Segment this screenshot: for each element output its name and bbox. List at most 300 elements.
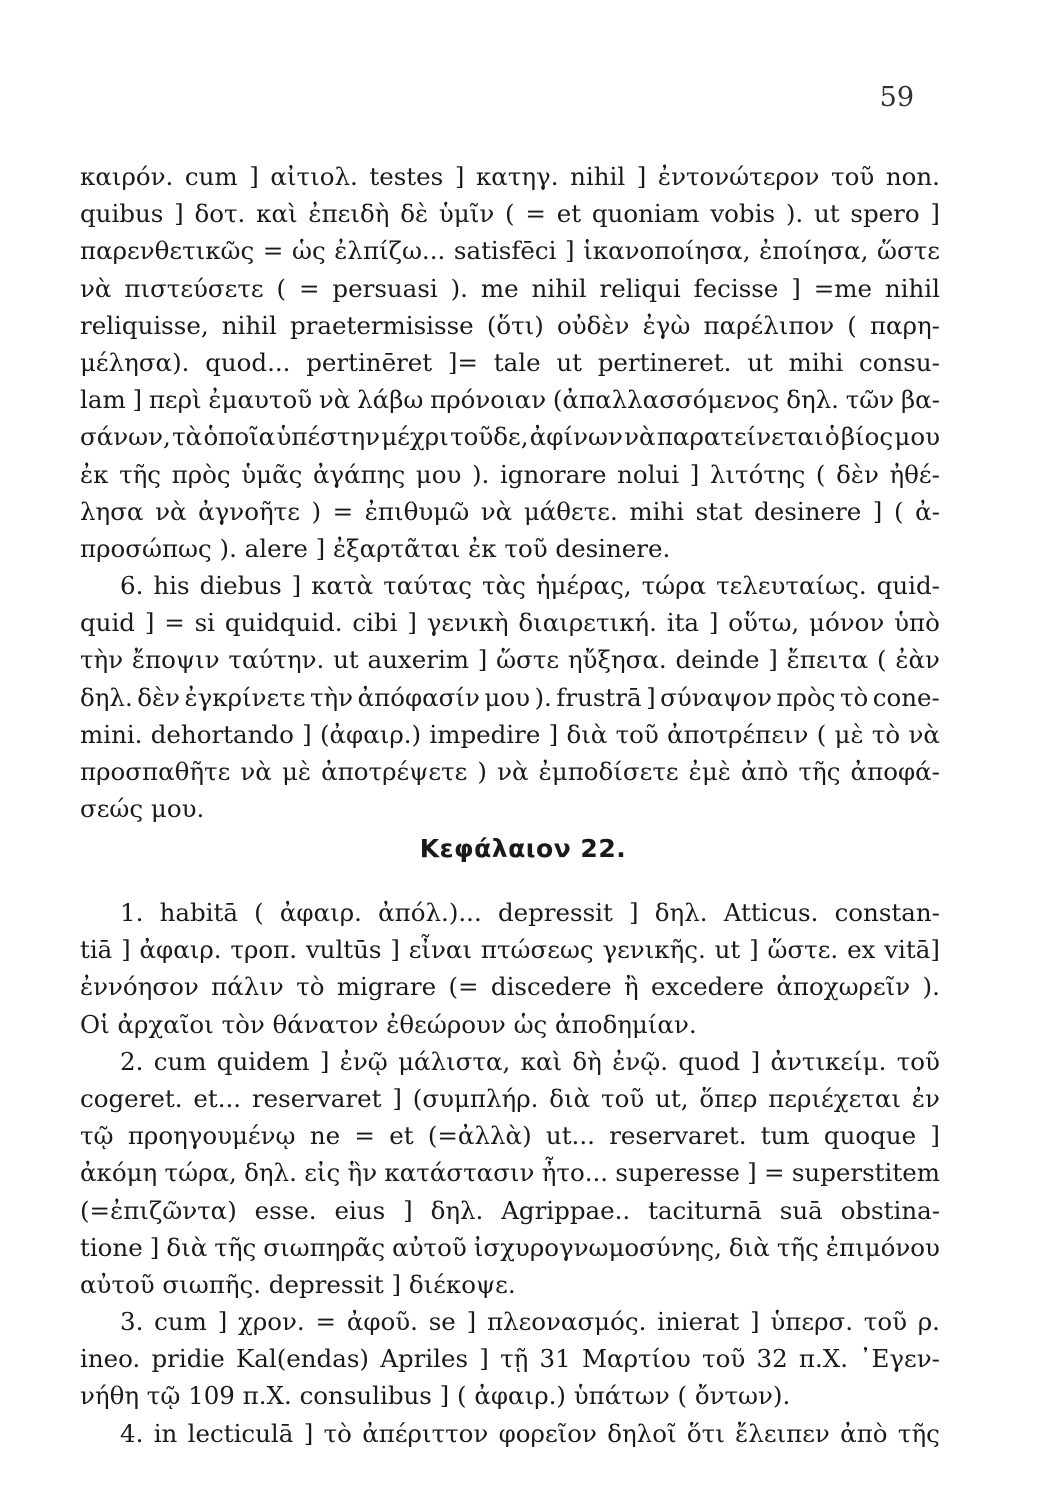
word: ] (319, 1046, 330, 1076)
word: βίος (840, 422, 894, 452)
word: ὅτι (686, 1418, 725, 1448)
word: (ἀπαλλασσόμενος (552, 385, 780, 415)
word: ( (816, 719, 827, 749)
word: reliqui (599, 273, 681, 303)
word: desinere (754, 496, 862, 526)
word: ] (872, 496, 883, 526)
word: τοῦ (702, 1344, 746, 1374)
word: ] (477, 645, 488, 675)
word: τὰ (172, 422, 203, 452)
word: μου (415, 459, 462, 489)
word: ineo. (80, 1344, 141, 1374)
word: νὰ (624, 422, 656, 452)
word: ἀποτρέψετε (321, 757, 468, 786)
word: pertineret. (597, 347, 732, 377)
text-line (80, 232, 940, 269)
word: ἀπὸ (840, 1418, 888, 1448)
word: ἀκόμη (80, 1158, 158, 1188)
word: ( (276, 273, 287, 303)
word: διὰ (166, 1232, 208, 1262)
word: μέχρι (381, 422, 449, 452)
word: ] (750, 1307, 760, 1337)
word: νὰ (80, 273, 112, 303)
word: testes (369, 162, 444, 191)
word: ἰσχυρογνωμοσύνης, (473, 1232, 722, 1262)
word: κατηγ. (475, 162, 559, 191)
word: nihil (531, 273, 587, 303)
page-number: 59 (879, 82, 914, 113)
word: nihil (221, 310, 277, 340)
word: ] (689, 459, 700, 489)
word: ἣν (347, 1158, 378, 1188)
word: ὑπερσ. (770, 1307, 853, 1337)
word: obstina- (840, 1195, 940, 1225)
word: περὶ (148, 385, 202, 415)
word: = (262, 236, 284, 266)
word: σάνων, (80, 422, 171, 452)
word: ] (466, 1307, 477, 1337)
word: ut (556, 347, 582, 377)
word: ὥστε (877, 236, 940, 266)
word: τώρα, (164, 1158, 237, 1188)
text-line (80, 530, 940, 567)
word: frustrā (556, 682, 642, 712)
word: reliquisse, (80, 310, 209, 340)
word: τῇ (500, 1344, 529, 1374)
word: παρη- (869, 310, 940, 340)
word: ἐπιθυμῶ (364, 496, 470, 526)
word: ἀφαιρ. (139, 935, 222, 965)
word: ἀποχωρεῖν (776, 972, 911, 1002)
word: ἀποτρέπειν (667, 719, 809, 749)
line-text: προσώπως ). alere ] ἐξαρτᾶται ἐκ τοῦ desinere. (80, 533, 671, 563)
word: πλεονασμός. (486, 1307, 647, 1337)
word: ἀντικείμ. (770, 1046, 887, 1076)
word: ἀ- (915, 496, 940, 526)
word: ἐμαυτοῦ (208, 385, 313, 415)
word: ] (565, 236, 575, 266)
word: = (164, 608, 185, 638)
word: quid- (876, 571, 940, 601)
word: νὰ (480, 496, 513, 526)
word: αἰτιολ. (270, 162, 358, 191)
word: γενικὴ (426, 608, 509, 638)
word: ] (217, 1307, 228, 1337)
word: ἐποίησα, (759, 236, 869, 266)
word: ). (785, 199, 804, 229)
word: τῆς (798, 757, 841, 786)
word: νὰ (908, 719, 940, 749)
chapter-heading: Κεφάλαιον 22. (419, 834, 627, 863)
word: διὰ (566, 719, 608, 749)
word: ( (254, 898, 264, 927)
word: quod... (205, 347, 291, 377)
word: cum (153, 1046, 207, 1076)
word: et (389, 1121, 414, 1151)
word: ἐνῷ. (612, 1046, 668, 1076)
word: nolui (617, 459, 680, 489)
word: διαιρετική. (518, 608, 657, 638)
word: ἀγνοῆτε (198, 496, 300, 526)
word: προηγουμένῳ (127, 1121, 296, 1151)
word: ὁ (824, 422, 840, 452)
word: pertinēret (306, 347, 433, 377)
word: οὐδὲν (556, 310, 630, 340)
text-line (80, 1229, 940, 1266)
word: λιτότης (709, 459, 806, 489)
word: ἀπέριττον (362, 1418, 489, 1448)
word: νὰ (240, 757, 272, 786)
word: nihil (884, 273, 940, 303)
word: quidem (216, 1046, 310, 1076)
word: τὰς (482, 571, 526, 601)
word: ἔποψιν (131, 645, 220, 675)
text-line (80, 716, 940, 753)
word: ἐὰν (895, 645, 940, 675)
text-line (80, 456, 940, 493)
word: ] (930, 1121, 940, 1151)
word: Kal(endas) (235, 1344, 369, 1374)
word: quid (80, 608, 135, 638)
word: quoniam (591, 199, 700, 229)
word: τῆς (897, 1418, 940, 1448)
word: inierat (657, 1307, 740, 1337)
word: ἔλειπεν (735, 1418, 830, 1448)
text-line (80, 968, 940, 1005)
word: eius (334, 1195, 386, 1225)
word: habitā (159, 898, 238, 927)
text-line (80, 1415, 940, 1452)
word: μέλησα). (80, 347, 190, 377)
word: stat (695, 496, 743, 526)
word: ὑπὸ (894, 608, 940, 638)
word: δηλ. (654, 898, 708, 927)
word: superstitem (791, 1158, 940, 1188)
word: δὲν (836, 459, 879, 489)
word: δὲ (400, 199, 429, 229)
word: δηλ. (80, 682, 133, 712)
word: γενικῆς. (602, 935, 706, 965)
word: διὰ (728, 1232, 770, 1262)
word: ὑπέστην (276, 422, 381, 452)
word: ] (636, 162, 647, 191)
word: ὡς (291, 236, 326, 266)
word: παρέλιπον (703, 310, 835, 340)
word: ἐντονώτερον (657, 162, 820, 191)
word: ταύτας (383, 571, 472, 601)
word: τὸ (871, 719, 901, 749)
line-text: αὐτοῦ σιωπῆς. depressit ] διέκοψε. (80, 1269, 516, 1299)
word: ne (309, 1121, 341, 1151)
word: νὰ (155, 496, 187, 526)
word: ὁποῖα (203, 422, 276, 452)
word: καὶ (256, 199, 298, 229)
word: tum (760, 1121, 810, 1151)
word: 1. (120, 898, 144, 927)
word: cogeret. (80, 1083, 183, 1113)
word: esse. (254, 1195, 317, 1225)
commentary-section-22 (80, 894, 940, 1452)
word: δηλ. (244, 1158, 297, 1188)
word: 6. (120, 571, 144, 601)
word: πρὸς (171, 459, 231, 489)
word: εἶναι (408, 935, 473, 965)
word: δηλ. (786, 385, 839, 415)
word: = (332, 496, 354, 526)
word: χρον. (238, 1307, 305, 1337)
word: ὑμῖν (438, 199, 495, 229)
word: = (298, 273, 320, 303)
word: ] (749, 935, 759, 965)
word: ἐμποδίσετε (538, 757, 679, 786)
word: διὰ (549, 1083, 591, 1113)
word: mihi (629, 496, 685, 526)
word: τοῦ (831, 162, 875, 191)
word: migrare (336, 972, 437, 1002)
word: μου (894, 422, 940, 452)
word: ). (471, 459, 490, 489)
word: 3. (120, 1307, 144, 1337)
word: ἐννόησον (80, 972, 199, 1002)
word: ἀπόφασίν (357, 682, 480, 712)
word: ] (132, 385, 143, 415)
word: ἀφίνων (529, 422, 623, 452)
word: vultūs (305, 935, 382, 965)
text-line (80, 1080, 940, 1117)
word: =me (813, 273, 872, 303)
word: (=ἐπιζῶντα) (80, 1195, 237, 1225)
word: taciturnā (648, 1195, 762, 1225)
word: ] (403, 1195, 413, 1225)
word: ἢ (623, 972, 639, 1002)
word: ἐκ (80, 459, 109, 489)
word: ) (311, 496, 322, 526)
word: μάλιστα, (398, 1046, 511, 1076)
word: τοῦ (896, 1046, 940, 1076)
word: ut (714, 935, 741, 965)
text-line (80, 679, 940, 716)
word: πρὸς (776, 682, 836, 712)
word: tiā (80, 935, 113, 965)
word: πτώσεως (480, 935, 594, 965)
word: consu- (859, 347, 940, 377)
word: constan- (834, 898, 940, 927)
word: cum (154, 1307, 207, 1337)
word: ἐγκρίνετε (184, 682, 306, 712)
word: ] (479, 1344, 489, 1374)
word: εἰς (304, 1158, 341, 1188)
word: τοῦ (601, 1083, 645, 1113)
word: φορεῖον (498, 1418, 597, 1448)
word: ἱκανοποίησα, (583, 236, 751, 266)
line-text: Οἱ ἀρχαῖοι τὸν θάνατον ἐθεώρουν ὡς ἀποδημίαν. (80, 1009, 697, 1039)
word: Atticus. (723, 898, 819, 927)
word: ] (407, 608, 417, 638)
text-line (80, 270, 940, 307)
word: ignorare (499, 459, 607, 489)
word: ἐλπίζω... (334, 236, 446, 266)
word: λησα (80, 496, 144, 526)
word: μόνον (809, 608, 885, 638)
word: τῆς (776, 1232, 819, 1262)
word: Μαρτίου (581, 1344, 691, 1374)
word: ut (747, 347, 773, 377)
word: me (480, 273, 519, 303)
word: 4. (120, 1418, 144, 1448)
word: quoque (823, 1121, 917, 1151)
word: quod (678, 1046, 741, 1076)
word: reservaret. (609, 1121, 747, 1151)
word: ἐγὼ (642, 310, 691, 340)
word: ] (548, 719, 559, 749)
word: his (153, 571, 190, 601)
word: μὲ (834, 719, 864, 749)
word: ὥστε. (767, 935, 839, 965)
word: = (315, 1307, 337, 1337)
word: ( (505, 199, 515, 229)
word: ] (747, 1158, 757, 1188)
word: τροπ. (230, 935, 297, 965)
word: se (428, 1307, 456, 1337)
text-line (80, 1266, 940, 1303)
word: ὅπερ (699, 1083, 758, 1113)
word: fecisse (693, 273, 779, 303)
word: ἀγάπης (312, 459, 406, 489)
word: πρόνοιαν (430, 385, 547, 415)
word: ᾿Εγεν- (859, 1344, 940, 1374)
word: dehortando (150, 719, 294, 749)
word: ). (534, 682, 552, 712)
word: 32 (756, 1344, 788, 1374)
word: τοῦδε, (450, 422, 529, 452)
word: quidquid. (224, 608, 343, 638)
word: τὸ (840, 682, 869, 712)
text-line (80, 307, 940, 344)
word: ). (922, 972, 940, 1002)
text-line (80, 1192, 940, 1229)
word: τὴν (309, 682, 354, 712)
word: παρατείνεται (656, 422, 824, 452)
text-line (80, 344, 940, 381)
text-line (80, 641, 940, 678)
text-line (80, 418, 940, 455)
word: ex (847, 935, 876, 965)
text-line (80, 604, 940, 641)
word: παρενθετικῶς (80, 236, 255, 266)
word: ita (666, 608, 700, 638)
word: persuasi (332, 273, 438, 303)
word: ( (847, 310, 857, 340)
word: cum (184, 162, 238, 191)
word: ὥστε (496, 645, 560, 675)
word: ] (302, 719, 312, 749)
word: σύναψον (660, 682, 773, 712)
word: non. (885, 162, 940, 191)
word: satisfēci (453, 236, 557, 266)
word: ] (291, 571, 302, 601)
text-line (80, 790, 940, 827)
word: ἔπειτα (786, 645, 869, 675)
word: ἐμὲ (688, 757, 731, 786)
text-line (80, 1303, 940, 1340)
word: καὶ (520, 1046, 563, 1076)
text-line (80, 493, 940, 530)
word: δὴ (572, 1046, 602, 1076)
word: diebus (199, 571, 282, 601)
word: ] (454, 162, 465, 191)
word: τοῦ (615, 719, 659, 749)
word: ] (629, 898, 639, 927)
word: ] (390, 935, 400, 965)
word: ) (477, 757, 487, 786)
word: ρ. (917, 1307, 940, 1337)
word: cone- (872, 682, 940, 712)
word: ] (791, 273, 801, 303)
word: si (194, 608, 215, 638)
word: ut... (545, 1121, 595, 1151)
word: ] (646, 682, 656, 712)
word: = (764, 1158, 785, 1188)
text-line (80, 894, 940, 931)
text-line (80, 931, 940, 968)
word: ( (893, 496, 904, 526)
word: τὸ (323, 1418, 352, 1448)
word: δηλ. (430, 1195, 484, 1225)
word: ἀπὸ (740, 757, 789, 786)
word: ] (249, 162, 259, 191)
text-line (80, 381, 940, 418)
word: ἠθέ- (889, 459, 940, 489)
word: ἀφαιρ. (279, 898, 362, 927)
word: ] (149, 1232, 160, 1262)
word: περιέχεται (768, 1083, 901, 1113)
word: ] (750, 1046, 761, 1076)
word: Agrippae.. (501, 1195, 631, 1225)
word: = (354, 1121, 375, 1151)
word: discedere (490, 972, 612, 1002)
word: auxerim (367, 645, 470, 675)
word: et (556, 199, 582, 229)
word: ] (708, 608, 719, 638)
word: πάλιν (211, 972, 284, 1002)
word: ἀπόλ.)... (378, 898, 482, 927)
word: ] (144, 608, 155, 638)
word: vobis (710, 199, 776, 229)
word: nihil (570, 162, 626, 191)
word: et... (193, 1083, 242, 1113)
text-line (80, 1043, 940, 1080)
word: suā (779, 1195, 823, 1225)
word: ἡμέρας, (535, 571, 632, 601)
word: δοτ. (194, 199, 246, 229)
word: ] (768, 645, 778, 675)
word: δηλοῖ (607, 1418, 677, 1448)
word: τελευταίως. (716, 571, 867, 601)
word: tione (80, 1232, 143, 1262)
text-line (80, 1154, 940, 1191)
text-line (80, 753, 940, 790)
word: deinde (675, 645, 760, 675)
word: νὰ (497, 757, 529, 786)
text-line (80, 1377, 940, 1414)
word: ( (877, 645, 887, 675)
word: τῶν (845, 385, 895, 415)
text-line (80, 567, 940, 604)
word: μάθετε. (523, 496, 618, 526)
word: 31 (539, 1344, 571, 1374)
word: impedire (429, 719, 541, 749)
word: lam (80, 385, 126, 415)
